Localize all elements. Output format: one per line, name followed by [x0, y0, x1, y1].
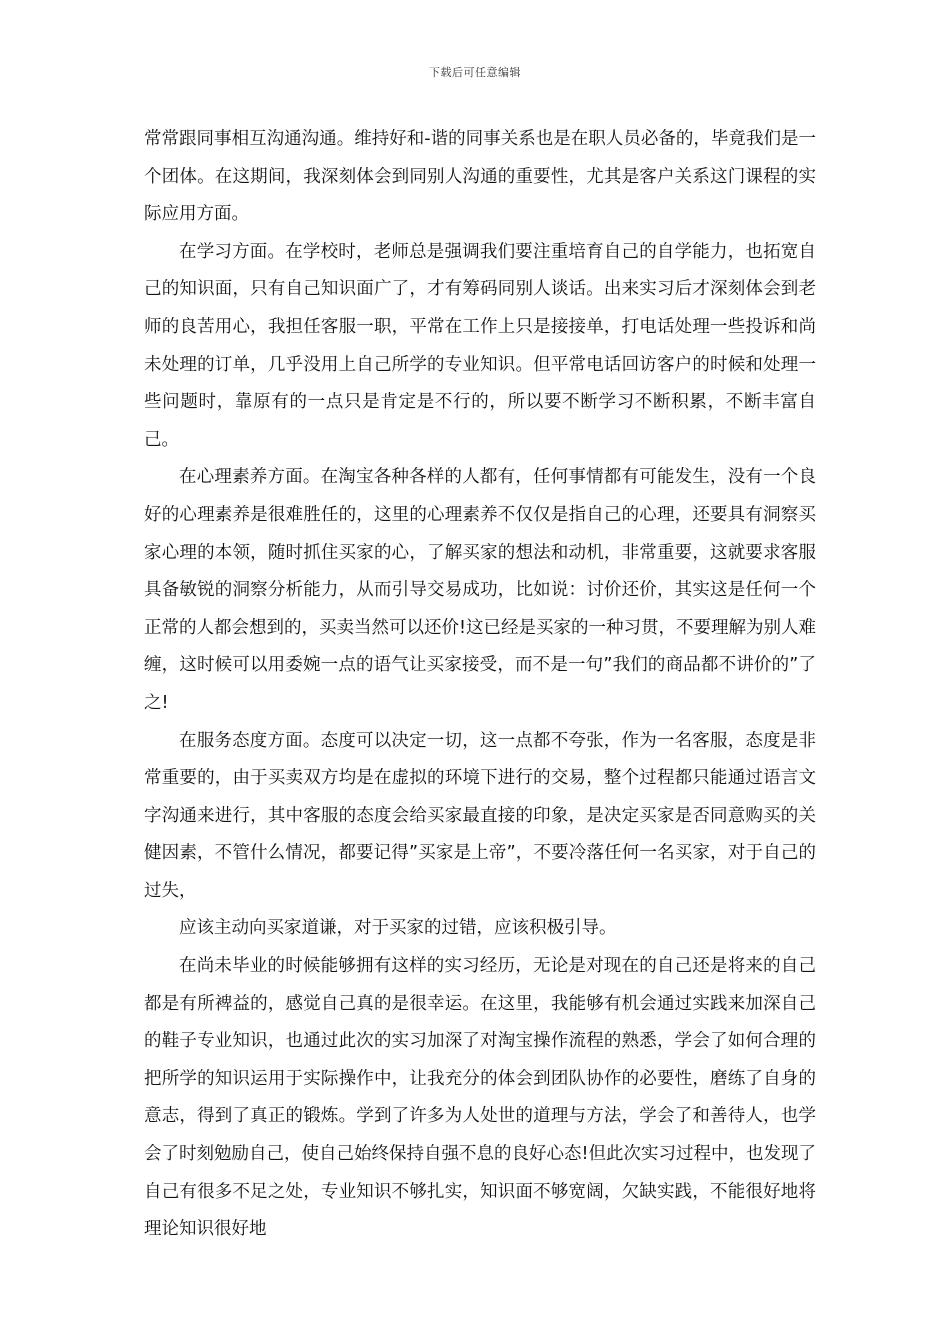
- paragraph-psychology: 在心理素养方面。在淘宝各种各样的人都有，任何事情都有可能发生，没有一个良好的心理素养是很难胜任的，这里的心理素养不仅仅是指自己的心理，还要具有洞察买家心理的本领，随时抓住买家的心，了解买家的想法和动机，非常重要，这就要求客服具备敏锐的洞察分析能力，从而引导交易成功，比如说：讨价还价，其实这是任何一个正常的人都会想到的，买卖当然可以还价!这已经是买家的一种习贯，不要理解为别人难缠，这时候可以用委婉一点的语气让买家接受，而不是一句”我们的商品都不讲价的”了之!: [144, 467, 817, 713]
- page-header-note: 下载后可任意编辑: [429, 66, 521, 79]
- paragraph-service-attitude: 在服务态度方面。态度可以决定一切，这一点都不夸张，作为一名客服，态度是非常重要的，由于买卖双方均是在虚拟的环境下进行的交易，整个过程都只能通过语言文字沟通来进行，其中客服的态度会给买家最直接的印象，是决定买家是否同意购买的关健因素，不管什么情况，都要记得”买家是上帝”，不要冷落任何一名买家，对于自己的过失，: [144, 730, 816, 901]
- paragraph-study: 在学习方面。在学校时，老师总是强调我们要注重培育自己的自学能力，也拓宽自己的知识面，只有自己知识面广了，才有筹码同别人谈话。出来实习后才深刻体会到老师的良苦用心，我担任客服一职，平常在工作上只是接接单，打电话处理一些投诉和尚未处理的订单，几乎没用上自己所学的专业知识。但平常电话回访客户的时候和处理一些问题时，靠原有的一点只是肯定是不行的，所以要不断学习不断积累，不断丰富自己。: [144, 241, 816, 450]
- paragraph-continued: 常常跟同事相互沟通沟通。维持好和-谐的同事关系也是在职人员必备的，毕竟我们是一个团体。在这期间，我深刻体会到同别人沟通的重要性，尤其是客户关系这门课程的实际应用方面。: [144, 129, 816, 225]
- document-body: [144, 121, 816, 1249]
- paragraph-apology: 应该主动向买家道谦，对于买家的过错，应该积极引导。: [179, 918, 617, 939]
- paragraph-summary: 在尚未毕业的时候能够拥有这样的实习经历，无论是对现在的自己还是将来的自己都是有所裨益的，感觉自己真的是很幸运。在这里，我能够有机会通过实践来加深自己的鞋子专业知识，也通过此次的实习加深了对淘宝操作流程的熟悉，学会了如何合理的把所学的知识运用于实际操作中，让我充分的体会到团队协作的必要性，磨练了自身的意志，得到了真正的锻炼。学到了许多为人处世的道理与方法，学会了和善待人，也学会了时刻勉励自己，使自己始终保持自强不息的良好心态!但此次实习过程中，也发现了自己有很多不足之处，专业知识不够扎实，知识面不够宽阔，欠缺实践，不能很好地将理论知识很好地: [144, 956, 817, 1240]
